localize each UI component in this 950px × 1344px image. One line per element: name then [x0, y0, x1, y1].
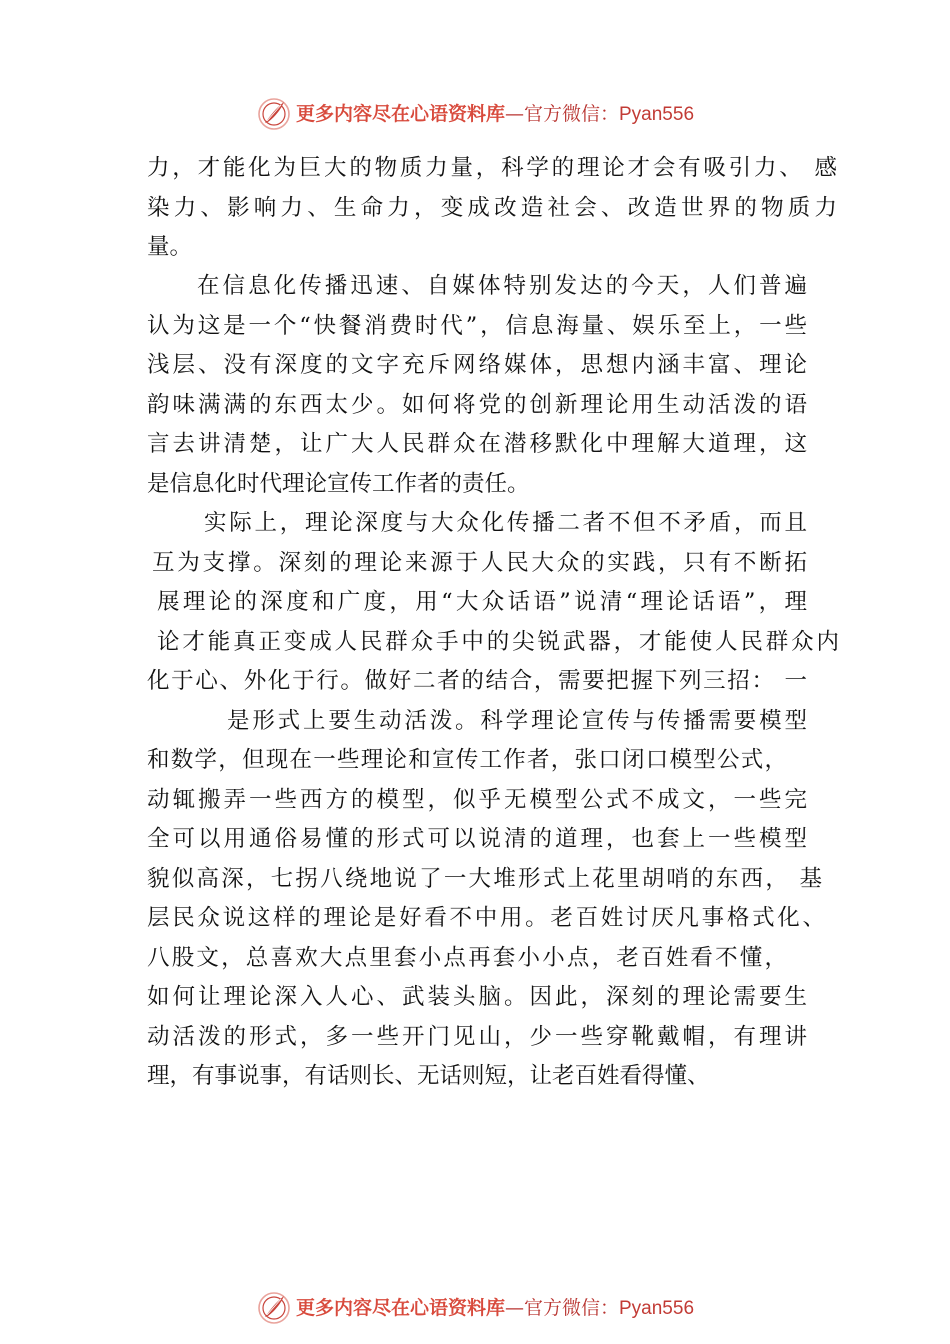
watermark-dash: —	[504, 1296, 524, 1319]
quill-seal-logo-icon	[256, 96, 292, 132]
header-watermark	[0, 94, 950, 134]
body-line: 力，才能化为巨大的物质力量，科学的理论才会有吸引力、 感	[147, 155, 837, 181]
body-line: 言去讲清楚，让广大人民群众在潜移默化中理解大道理，这	[147, 431, 807, 457]
body-line: 韵味满满的东西太少。如何将党的创新理论用生动活泼的语	[147, 392, 807, 418]
body-line: 量。	[147, 234, 193, 260]
body-line: 化于心、外化于行。做好二者的结合，需要把握下列三招： 一	[147, 668, 807, 694]
body-line: 层民众说这样的理论是好看不中用。老百姓讨厌凡事格式化、	[147, 905, 825, 931]
body-line: 实际上，理论深度与大众化传播二者不但不矛盾，而且	[204, 510, 807, 536]
body-line: 染力、影响力、生命力，变成改造社会、改造世界的物质力	[147, 195, 837, 221]
watermark-main-text: 更多内容尽在心语资料库	[295, 102, 505, 125]
watermark-official-label: 官方微信：	[523, 1296, 619, 1319]
body-line: 认为这是一个“快餐消费时代”，信息海量、娱乐至上，一些	[147, 313, 807, 339]
footer-watermark	[0, 1288, 950, 1328]
body-line: 和数学，但现在一些理论和宣传工作者，张口闭口模型公式，	[147, 747, 787, 773]
body-line: 动辄搬弄一些西方的模型，似乎无模型公式不成文，一些完	[147, 787, 807, 813]
body-line: 浅层、没有深度的文字充斥网络媒体，思想内涵丰富、理论	[147, 352, 807, 378]
body-line: 互为支撑。深刻的理论来源于人民大众的实践，只有不断拓	[152, 550, 807, 576]
body-line: 貌似高深，七拐八绕地说了一大堆形式上花里胡哨的东西， 基	[147, 866, 822, 892]
quill-seal-logo-icon	[256, 1290, 292, 1326]
body-line: 是形式上要生动活泼。科学理论宣传与传播需要模型	[227, 708, 807, 734]
body-line: 如何让理论深入人心、武装头脑。因此，深刻的理论需要生	[147, 984, 807, 1010]
watermark-official-label: 官方微信：	[523, 102, 619, 125]
watermark-main-text: 更多内容尽在心语资料库	[295, 1296, 505, 1319]
body-line: 理，有事说事，有话则长、无话则短，让老百姓看得懂、	[147, 1063, 710, 1089]
body-line: 八股文，总喜欢大点里套小点再套小小点，老百姓看不懂，	[147, 945, 787, 971]
body-line: 是信息化时代理论宣传工作者的责任。	[147, 471, 530, 497]
body-line: 在信息化传播迅速、自媒体特别发达的今天，人们普遍	[197, 273, 807, 299]
body-line: 全可以用通俗易懂的形式可以说清的道理，也套上一些模型	[147, 826, 807, 852]
watermark-dash: —	[504, 102, 524, 125]
body-line: 动活泼的形式，多一些开门见山，少一些穿靴戴帽，有理讲	[147, 1024, 807, 1050]
watermark-account: Pyan556	[619, 1297, 695, 1319]
body-line: 展理论的深度和广度，用“大众话语”说清“理论话语”，理	[157, 589, 807, 615]
watermark-account: Pyan556	[619, 103, 695, 125]
body-line: 论才能真正变成人民群众手中的尖锐武器，才能使人民群众内	[157, 629, 839, 655]
